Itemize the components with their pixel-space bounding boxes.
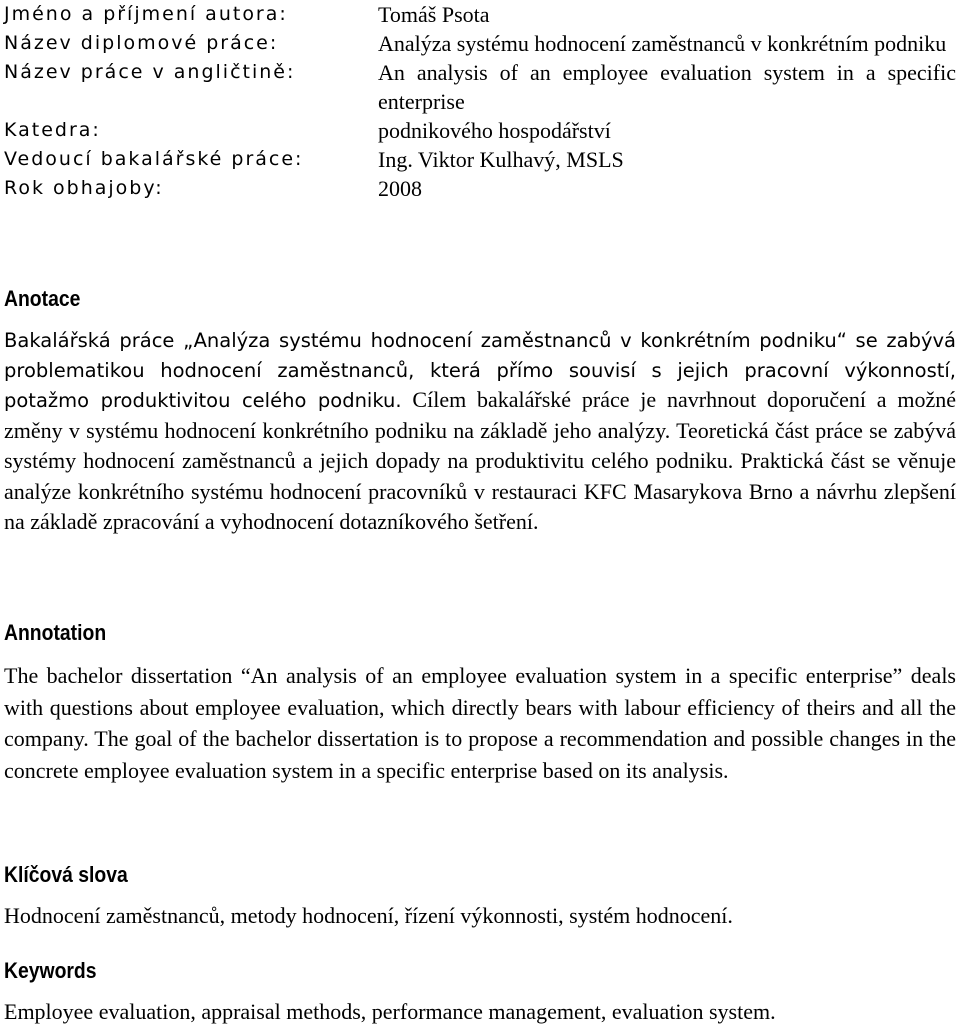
- klicova-slova-section: [4, 862, 956, 930]
- thesis-title-en-value: An analysis of an employee evaluation system in a specific enterprise: [378, 60, 956, 114]
- klicova-slova-text: Hodnocení zaměstnanců, metody hodnocení, řízení výkonnosti, systém hodnocení.: [4, 903, 733, 928]
- supervisor-row: [4, 145, 956, 174]
- defense-year-value: 2008: [378, 176, 422, 201]
- defense-year-label: Rok obhajoby:: [4, 177, 164, 199]
- annotation-section: [4, 620, 956, 786]
- annotation-heading: Annotation: [4, 620, 107, 645]
- thesis-title-en-row: [4, 58, 956, 116]
- keywords-heading: Keywords: [4, 958, 97, 983]
- thesis-title-row: [4, 29, 956, 58]
- defense-year-row: [4, 174, 956, 203]
- anotace-heading: Anotace: [4, 286, 81, 311]
- anotace-text: [4, 326, 956, 538]
- klicova-slova-heading: Klíčová slova: [4, 862, 128, 887]
- supervisor-value: Ing. Viktor Kulhavý, MSLS: [378, 147, 624, 172]
- thesis-title-en-label: Název práce v angličtině:: [4, 61, 296, 83]
- keywords-text: Employee evaluation, appraisal methods, performance management, evaluation system.: [4, 999, 776, 1024]
- department-value: podnikového hospodářství: [378, 118, 611, 143]
- thesis-title-label: Název diplomové práce:: [4, 32, 279, 54]
- anotace-text-part2: Cílem bakalářské práce je navrhnout doporučení a možné změny v systému hodnocení konkrétního podniku na základě jeho analýzy.: [4, 387, 956, 443]
- thesis-title-value: Analýza systému hodnocení zaměstnanců v konkrétním podniku: [378, 31, 947, 56]
- supervisor-label: Vedoucí bakalářské práce:: [4, 148, 304, 170]
- anotace-section: [4, 286, 956, 538]
- anotace-text-part1: Bakalářská práce „Analýza systému hodnocení zaměstnanců v konkrétním podniku“ se zabývá problematikou hodnocení zaměstnanců, která přímo souvisí s jejich pracovní výkonností, potažmo produktivitou celého podniku.: [4, 329, 956, 412]
- department-row: [4, 116, 956, 145]
- department-label: Katedra:: [4, 119, 101, 141]
- author-row: [4, 0, 956, 29]
- keywords-section: [4, 958, 956, 1026]
- author-value: Tomáš Psota: [378, 2, 490, 27]
- metadata-table: [4, 0, 956, 203]
- anotace-text-part3: Teoretická část práce se zabývá systémy hodnocení zaměstnanců a jejich dopady na produktivitu celého podniku. Praktická část se věnuje analýze konkrétního systému hodnocení pracovníků v restauraci KFC Masarykova Brno a návrhu zlepšení na základě zpracování a vyhodnocení dotazníkového šetření.: [4, 417, 956, 534]
- author-label: Jméno a příjmení autora:: [4, 3, 288, 25]
- annotation-text: The bachelor dissertation “An analysis of an employee evaluation system in a specific enterprise” deals with questions about employee evaluation, which directly bears with labour efficiency of theirs and all the company. The goal of the bachelor dissertation is to propose a recommendation and possible changes in the concrete employee evaluation system in a specific enterprise based on its analysis.: [4, 663, 956, 783]
